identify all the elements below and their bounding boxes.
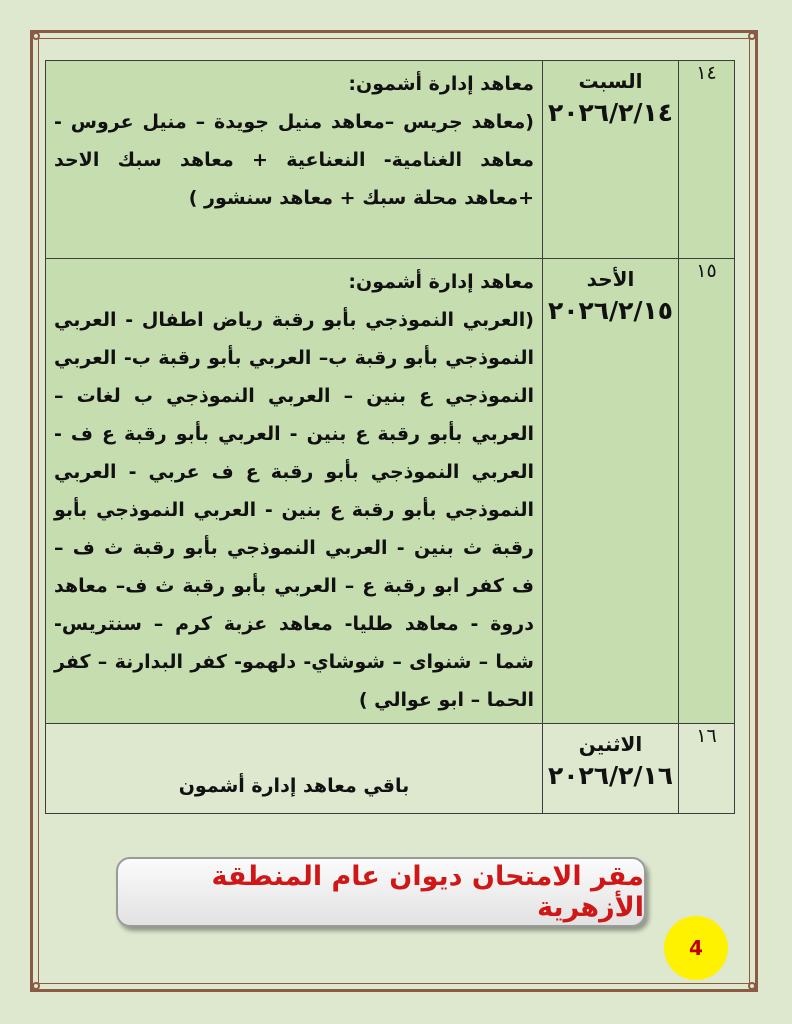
institutes-list: (معاهد جريس –معاهد منيل جويدة – منيل عروس - معاهد الغنامية- النعناعية + معاهد سبك الاحد +معاهد محلة سبك + معاهد سنشور )	[54, 111, 534, 209]
frame-corner-ornament	[32, 982, 40, 990]
institutes-list: (العربي النموذجي بأبو رقبة رياض اطفال - العربي النموذجي بأبو رقبة ب– العربي بأبو رقبة ب- العربي النموذجي ع بنين – العربي النموذجي ب لغات – العربي بأبو رقبة ع بنين - العربي بأبو رقبة ع ف - العربي النموذجي بأبو رقبة ع ف عربي - العربي النموذجي بأبو رقبة ع بنين - العربي النموذجي بأبو رقبة ث بنين - العربي النموذجي بأبو رقبة ث ف – ف كفر ابو رقبة ع – العربي بأبو رقبة ث ف– معاهد دروة - معاهد طليا- معاهد عزبة كرم – سنتريس- شما – شنواى – شوشاي- دلهمو- كفر البدارنة – كفر الحما – ابو عوالي )	[54, 309, 534, 711]
day-name: السبت	[578, 69, 643, 93]
row-number: ١٤	[679, 61, 735, 259]
schedule-table	[45, 60, 735, 814]
frame-corner-ornament	[748, 32, 756, 40]
date-cell	[543, 259, 679, 724]
institutes-cell	[46, 61, 543, 259]
institutes-heading: معاهد إدارة أشمون:	[348, 73, 534, 95]
date-value: ٢٠٢٦/٢/١٥	[547, 296, 674, 325]
date-cell	[543, 61, 679, 259]
page-number: 4	[689, 936, 703, 960]
table-row	[46, 259, 735, 724]
institutes-cell: باقي معاهد إدارة أشمون	[46, 724, 543, 814]
page-number-badge	[664, 916, 728, 980]
row-number: ١٦	[679, 724, 735, 814]
table-row	[46, 724, 735, 814]
day-name: الاثنين	[578, 732, 643, 756]
frame-corner-ornament	[32, 32, 40, 40]
date-value: ٢٠٢٦/٢/١٦	[547, 761, 674, 790]
row-number: ١٥	[679, 259, 735, 724]
day-name: الأحد	[586, 267, 635, 291]
frame-corner-ornament	[748, 982, 756, 990]
exam-location-banner	[116, 857, 646, 927]
institutes-heading: معاهد إدارة أشمون:	[348, 271, 534, 293]
date-value: ٢٠٢٦/٢/١٤	[547, 98, 674, 127]
date-cell	[543, 724, 679, 814]
table-row	[46, 61, 735, 259]
exam-location-text: مقر الامتحان ديوان عام المنطقة الأزهرية	[211, 861, 644, 923]
institutes-cell	[46, 259, 543, 724]
